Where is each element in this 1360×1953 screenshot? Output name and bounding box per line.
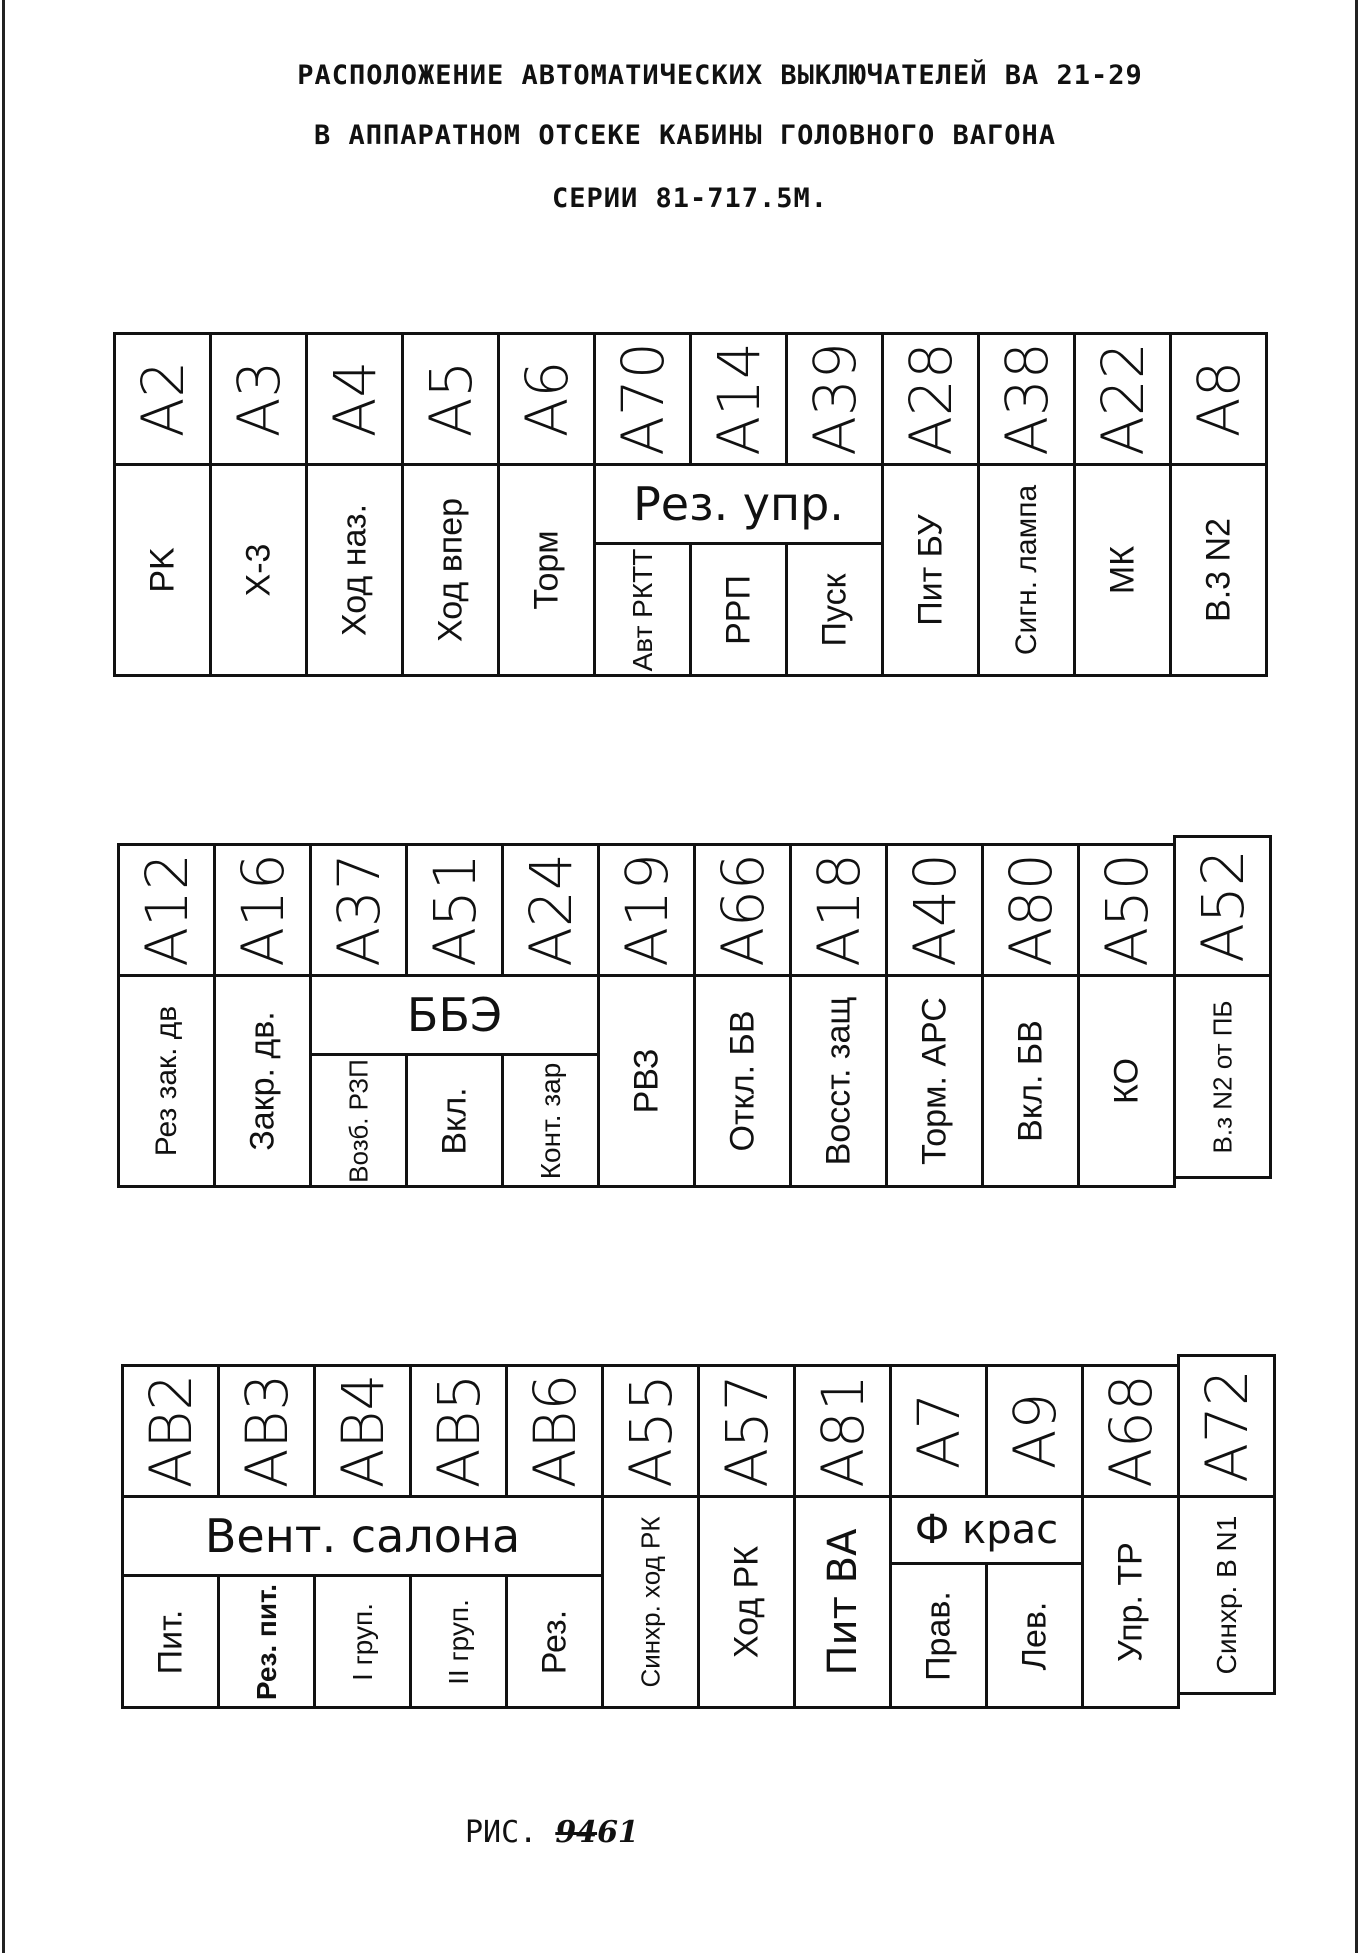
breaker-label: Торм. АРС bbox=[915, 997, 953, 1165]
breaker-code: A52 bbox=[1188, 849, 1257, 963]
breaker-code: A3 bbox=[224, 360, 293, 438]
breaker-code-cell bbox=[697, 1364, 796, 1498]
breaker-code-cell bbox=[209, 332, 308, 466]
breaker-label-cell bbox=[785, 542, 884, 677]
breaker-code-cell bbox=[309, 843, 408, 977]
breaker-label: В.3 N2 bbox=[1199, 518, 1237, 622]
group-label-cell bbox=[121, 1495, 604, 1577]
page-border-right bbox=[1355, 0, 1358, 1953]
breaker-code: A5 bbox=[416, 360, 485, 438]
figure-prefix: РИС. bbox=[465, 1815, 538, 1850]
breaker-code-cell bbox=[313, 1364, 412, 1498]
breaker-label: РВЗ bbox=[627, 1048, 665, 1114]
breaker-label-cell bbox=[405, 1053, 504, 1188]
breaker-label-cell bbox=[501, 1053, 600, 1188]
breaker-code-cell bbox=[785, 332, 884, 466]
breaker-label: Вкл. БВ bbox=[1011, 1020, 1049, 1142]
breaker-label-cell bbox=[313, 1574, 412, 1709]
breaker-code: AB6 bbox=[520, 1373, 589, 1489]
breaker-label: Вкл. bbox=[435, 1086, 473, 1155]
breaker-code-cell bbox=[985, 1364, 1084, 1498]
breaker-code-cell bbox=[793, 1364, 892, 1498]
breaker-code: A22 bbox=[1088, 342, 1157, 456]
breaker-label-cell bbox=[209, 463, 308, 677]
breaker-code: A9 bbox=[1000, 1392, 1069, 1470]
breaker-code: AB4 bbox=[328, 1373, 397, 1489]
breaker-code-cell bbox=[1177, 1354, 1276, 1498]
breaker-label-cell bbox=[1077, 974, 1176, 1188]
breaker-label: В.з N2 от ПБ bbox=[1207, 1000, 1237, 1153]
breaker-label: МК bbox=[1103, 545, 1141, 595]
breaker-code-cell bbox=[977, 332, 1076, 466]
group-label-cell bbox=[593, 463, 884, 545]
breaker-code: A4 bbox=[320, 360, 389, 438]
breaker-code-cell bbox=[1173, 835, 1272, 977]
breaker-label-cell bbox=[593, 542, 692, 677]
breaker-code: A6 bbox=[512, 360, 581, 438]
breaker-code-cell bbox=[409, 1364, 508, 1498]
breaker-label: Ход РК bbox=[727, 1545, 765, 1659]
breaker-code: A8 bbox=[1184, 360, 1253, 438]
title-line-3: СЕРИИ 81-717.5М. bbox=[551, 183, 829, 214]
breaker-label-cell bbox=[217, 1574, 316, 1709]
breaker-label-cell bbox=[885, 974, 984, 1188]
breaker-label: Ход впер bbox=[431, 497, 469, 643]
breaker-label-cell bbox=[889, 1562, 988, 1709]
breaker-code-cell bbox=[597, 843, 696, 977]
breaker-code-cell bbox=[593, 332, 692, 466]
breaker-label-cell bbox=[689, 542, 788, 677]
breaker-label-cell bbox=[697, 1495, 796, 1709]
breaker-label-cell bbox=[409, 1574, 508, 1709]
breaker-label-cell bbox=[881, 463, 980, 677]
breaker-code-cell bbox=[601, 1364, 700, 1498]
breaker-code: A28 bbox=[896, 342, 965, 456]
breaker-label: PK bbox=[143, 547, 181, 593]
breaker-label-cell bbox=[505, 1574, 604, 1709]
breaker-label-cell bbox=[1073, 463, 1172, 677]
breaker-label-cell bbox=[985, 1562, 1084, 1709]
breaker-label: X-3 bbox=[239, 543, 277, 597]
group-label-bbe: ББЭ bbox=[406, 988, 503, 1042]
breaker-label: Пит ВА bbox=[819, 1528, 866, 1676]
breaker-code-cell bbox=[117, 843, 216, 977]
group-label-cell bbox=[309, 974, 600, 1056]
group-label-f-kras: Ф крас bbox=[914, 1507, 1059, 1553]
breaker-label: Рез. bbox=[535, 1609, 573, 1674]
breaker-label-cell bbox=[117, 974, 216, 1188]
breaker-label: Сигн. лампа bbox=[1009, 484, 1043, 656]
breaker-code-cell bbox=[789, 843, 888, 977]
breaker-code-cell bbox=[885, 843, 984, 977]
breaker-code: A40 bbox=[900, 853, 969, 967]
breaker-label: Пит БУ bbox=[911, 514, 949, 626]
breaker-code-cell bbox=[1169, 332, 1268, 466]
breaker-code-cell bbox=[689, 332, 788, 466]
breaker-code: A19 bbox=[612, 853, 681, 967]
breaker-label: Ход наз. bbox=[335, 503, 373, 637]
breaker-label-cell bbox=[597, 974, 696, 1188]
breaker-code-cell bbox=[497, 332, 596, 466]
breaker-code-cell bbox=[121, 1364, 220, 1498]
breaker-label-cell bbox=[1081, 1495, 1180, 1709]
figure-number: 61 bbox=[597, 1815, 639, 1850]
breaker-label: Пит. bbox=[151, 1609, 189, 1674]
breaker-code: AB3 bbox=[232, 1373, 301, 1489]
breaker-code: A37 bbox=[324, 853, 393, 967]
breaker-code-cell bbox=[889, 1364, 988, 1498]
breaker-code: A68 bbox=[1096, 1374, 1165, 1488]
figure-caption bbox=[465, 1815, 639, 1850]
breaker-label-cell bbox=[977, 463, 1076, 677]
breaker-label: Синхр. В N1 bbox=[1210, 1515, 1242, 1675]
breaker-code: A7 bbox=[904, 1392, 973, 1470]
breaker-code: A38 bbox=[992, 342, 1061, 456]
breaker-code: A39 bbox=[800, 342, 869, 456]
breaker-code: A18 bbox=[804, 853, 873, 967]
breaker-label-cell bbox=[309, 1053, 408, 1188]
breaker-code-cell bbox=[1073, 332, 1172, 466]
breaker-label: Пуск bbox=[815, 573, 853, 646]
breaker-label: I груп. bbox=[346, 1602, 378, 1681]
breaker-code: A12 bbox=[132, 853, 201, 967]
breaker-label: Упр. ТР bbox=[1111, 1542, 1149, 1662]
breaker-label: II груп. bbox=[442, 1598, 474, 1685]
breaker-code: A80 bbox=[996, 853, 1065, 967]
title-line-1: РАСПОЛОЖЕНИЕ АВТОМАТИЧЕСКИХ ВЫКЛЮЧАТЕЛЕЙ ВА 21-29 bbox=[297, 60, 1143, 91]
breaker-code-cell bbox=[981, 843, 1080, 977]
breaker-code-cell bbox=[217, 1364, 316, 1498]
breaker-label-cell bbox=[793, 1495, 892, 1709]
breaker-label: Рез. пит. bbox=[250, 1583, 282, 1700]
breaker-code: A24 bbox=[516, 853, 585, 967]
breaker-code: A81 bbox=[808, 1374, 877, 1488]
breaker-label: Рез зак. дв bbox=[149, 1005, 183, 1157]
breaker-label-cell bbox=[305, 463, 404, 677]
breaker-code: A50 bbox=[1092, 853, 1161, 967]
breaker-label: Восст. защ bbox=[819, 996, 857, 1166]
breaker-label: Закр. дв. bbox=[243, 1011, 281, 1151]
breaker-label: Торм bbox=[527, 530, 565, 610]
breaker-code-cell bbox=[113, 332, 212, 466]
group-label-vent-salona: Вент. салона bbox=[204, 1509, 521, 1563]
breaker-label-cell bbox=[1177, 1495, 1276, 1695]
breaker-code-cell bbox=[881, 332, 980, 466]
breaker-code: AB2 bbox=[136, 1373, 205, 1489]
breaker-label: РРП bbox=[719, 574, 757, 645]
breaker-label: Авт РКТТ bbox=[626, 548, 658, 671]
breaker-code: A14 bbox=[704, 342, 773, 456]
breaker-code: A70 bbox=[608, 342, 677, 456]
breaker-code-cell bbox=[501, 843, 600, 977]
breaker-code: A51 bbox=[420, 853, 489, 967]
breaker-code-cell bbox=[305, 332, 404, 466]
breaker-code-cell bbox=[505, 1364, 604, 1498]
title-line-2: В АППАРАТНОМ ОТСЕКЕ КАБИНЫ ГОЛОВНОГО ВАГОНА bbox=[314, 120, 1056, 151]
breaker-code: A57 bbox=[712, 1374, 781, 1488]
breaker-label-cell bbox=[789, 974, 888, 1188]
breaker-code: A66 bbox=[708, 853, 777, 967]
breaker-label-cell bbox=[213, 974, 312, 1188]
breaker-label-cell bbox=[121, 1574, 220, 1709]
group-label-cell bbox=[889, 1495, 1084, 1565]
breaker-code: AB5 bbox=[424, 1373, 493, 1489]
breaker-label-cell bbox=[1169, 463, 1268, 677]
breaker-code-cell bbox=[213, 843, 312, 977]
breaker-label-cell bbox=[401, 463, 500, 677]
group-label-rez-upr: Рез. упр. bbox=[633, 477, 844, 531]
figure-number-struck: 94 bbox=[555, 1815, 598, 1850]
breaker-code: A16 bbox=[228, 853, 297, 967]
breaker-code-cell bbox=[405, 843, 504, 977]
breaker-label: Конт. зар bbox=[534, 1062, 566, 1179]
breaker-code: A55 bbox=[616, 1374, 685, 1488]
breaker-label: Лев. bbox=[1015, 1601, 1053, 1670]
breaker-code: A2 bbox=[128, 360, 197, 438]
breaker-label-cell bbox=[693, 974, 792, 1188]
breaker-label-cell bbox=[1173, 974, 1272, 1179]
breaker-label-cell bbox=[601, 1495, 700, 1709]
breaker-label: Прав. bbox=[919, 1590, 957, 1681]
breaker-label: Откл. БВ bbox=[723, 1010, 761, 1152]
page-border-left bbox=[2, 0, 5, 1953]
breaker-label-cell bbox=[981, 974, 1080, 1188]
breaker-code-cell bbox=[693, 843, 792, 977]
breaker-label-cell bbox=[497, 463, 596, 677]
breaker-code-cell bbox=[401, 332, 500, 466]
breaker-label: Возб. РЗП bbox=[343, 1058, 373, 1183]
breaker-label: Синхр. ход РК bbox=[635, 1516, 665, 1688]
breaker-label: КО bbox=[1107, 1058, 1145, 1104]
breaker-code: A72 bbox=[1192, 1369, 1261, 1483]
breaker-code-cell bbox=[1081, 1364, 1180, 1498]
breaker-label-cell bbox=[113, 463, 212, 677]
breaker-code-cell bbox=[1077, 843, 1176, 977]
